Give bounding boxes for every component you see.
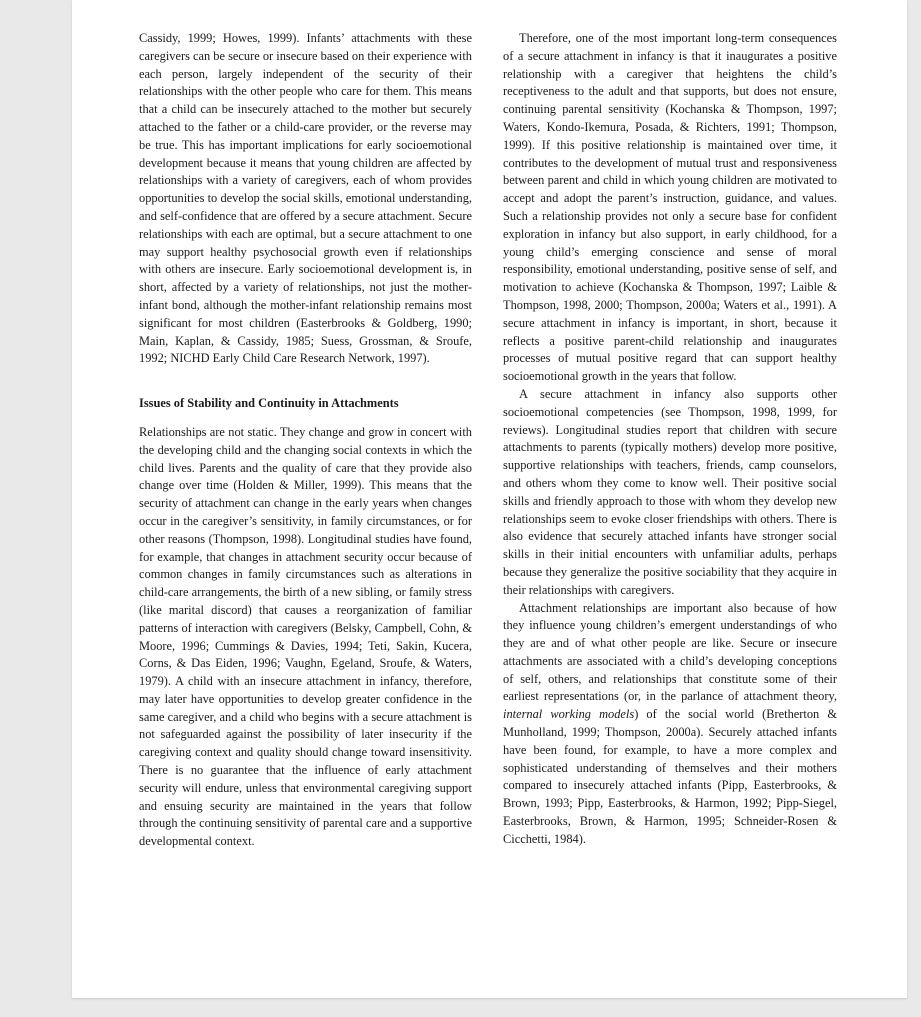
italic-term: internal working models — [503, 707, 635, 722]
right-paragraph-3 — [503, 600, 837, 849]
right-paragraph-2: A secure attachment in infancy also supports other socioemotional competencies (see Thompson, 1998, 1999, for reviews). Longitudinal studies report that children with secure attachments to parents (typically mothers) develop more positive, supportive relationships with teachers, friends, camp counselors, and others whom they come to know well. Their positive social skills and friendly approach to those with whom they develop new relationships seem to evoke closer friendships with others. There is also evidence that securely attached infants have stronger social skills in their initial encounters with unfamiliar adults, perhaps because they generalize the positive sociability that they acquire in their relationships with caregivers. — [503, 386, 837, 597]
left-paragraph-2: Relationships are not static. They change and grow in concert with the developing child and the changing social contexts in which the child lives. Parents and the quality of care that they provide also change over time (Holden & Miller, 1999). This means that the security of attachment can change in the early years when changes occur in the caregiver’s sensitivity, in family circumstances, or for other reasons (Thompson, 1998). Longitudinal studies have found, for example, that changes in attachment security occur because of common changes in family circumstances such as alterations in child-care arrangements, the birth of a new sibling, or family stress (like marital discord) that causes a reorganization of familiar patterns of interaction with caregivers (Belsky, Campbell, Cohn, & Moore, 1996; Cummings & Davies, 1994; Teti, Sakin, Kucera, Corns, & Das Eiden, 1996; Vaughn, Egeland, Sroufe, & Waters, 1979). A child with an insecure attachment in infancy, therefore, may later have opportunities to develop greater confidence in the same caregiver, and a child who begins with a secure attachment is not safeguarded against the possibility of later insecurity if the caregiving context and quality should change toward insensitivity. There is no guarantee that the influence of early attachment security will endure, unless that environmental caregiving support and ensuing security are maintained in the years that follow through the continuing sensitivity of parental care and a supportive developmental context. — [139, 424, 472, 849]
right-paragraph-3-start: Attachment relationships are important also because of how they influence young children’s emergent understandings of who they are and of what other people are like. Secure or insecure attachments are associated with a child’s developing conceptions of self, others, and relationships that constitute some of their earliest representations (or, in the parlance of attachment theory, — [503, 600, 837, 704]
right-paragraph-3-end: ) of the social world (Bretherton & Munholland, 1999; Thompson, 2000a). Securely attached infants have been found, for example, to have a more complex and sophisticated understanding of themselves and their mothers compared to insecurely attached infants (Pipp, Easterbrooks, & Brown, 1993; Pipp, Easterbrooks, & Harmon, 1992; Pipp-Siegel, Easterbrooks, Brown, & Harmon, 1995; Schneider-Rosen & Cicchetti, 1984). — [503, 707, 838, 846]
left-column — [139, 30, 472, 851]
section-heading: Issues of Stability and Continuity in Attachments — [139, 396, 399, 411]
right-paragraph-1: Therefore, one of the most important long-term consequences of a secure attachment in infancy is that it inaugurates a positive relationship with a caregiver that heightens the child’s receptiveness to the adult and that supports, but does not ensure, continuing parental sensitivity (Kochanska & Thompson, 1997; Waters, Kondo-Ikemura, Posada, & Richters, 1991; Thompson, 1999). If this positive relationship is maintained over time, it contributes to the development of mutual trust and responsiveness between parent and child in which young children are motivated to accept and adopt the parent’s instruction, guidance, and values. Such a relationship provides not only a secure base for confident exploration in infancy but also support, in early childhood, for a young child’s emerging conscience and sense of moral responsibility, emotional understanding, positive sense of self, and motivation to achieve (Kochanska & Thompson, 1997; Laible & Thompson, 1998, 2000; Thompson, 2000a; Waters et al., 1991). A secure attachment in infancy is important, in short, because it reflects a positive parent-child relationship and inaugurates processes of mutual positive regard that can support healthy socioemotional growth in the years that follow. — [503, 31, 837, 384]
right-column — [503, 30, 837, 849]
left-paragraph-1: Cassidy, 1999; Howes, 1999). Infants’ attachments with these caregivers can be secure or insecure based on their experience with each person, largely independent of the security of their relationships with the other people who care for them. This means that a child can be insecurely attached to the mother but securely attached to the father or a child-care provider, or the reverse may be true. This has important implications for early socioemotional development because it means that young children are affected by relationships with a variety of caregivers, each of whom provides opportunities to develop the social skills, emotional understanding, and self-confidence that are offered by a secure attachment. Secure relationships with each are optimal, but a secure attachment to one may support healthy psychosocial growth even if relationships with others are insecure. Early socioemotional development is, in short, affected by a variety of relationships, not just the mother-infant bond, although the mother-infant relationship remains most significant for most children (Easterbrooks & Goldberg, 1990; Main, Kaplan, & Cassidy, 1985; Suess, Grossman, & Sroufe, 1992; NICHD Early Child Care Research Network, 1997). — [139, 31, 473, 366]
document-page — [72, 0, 907, 998]
